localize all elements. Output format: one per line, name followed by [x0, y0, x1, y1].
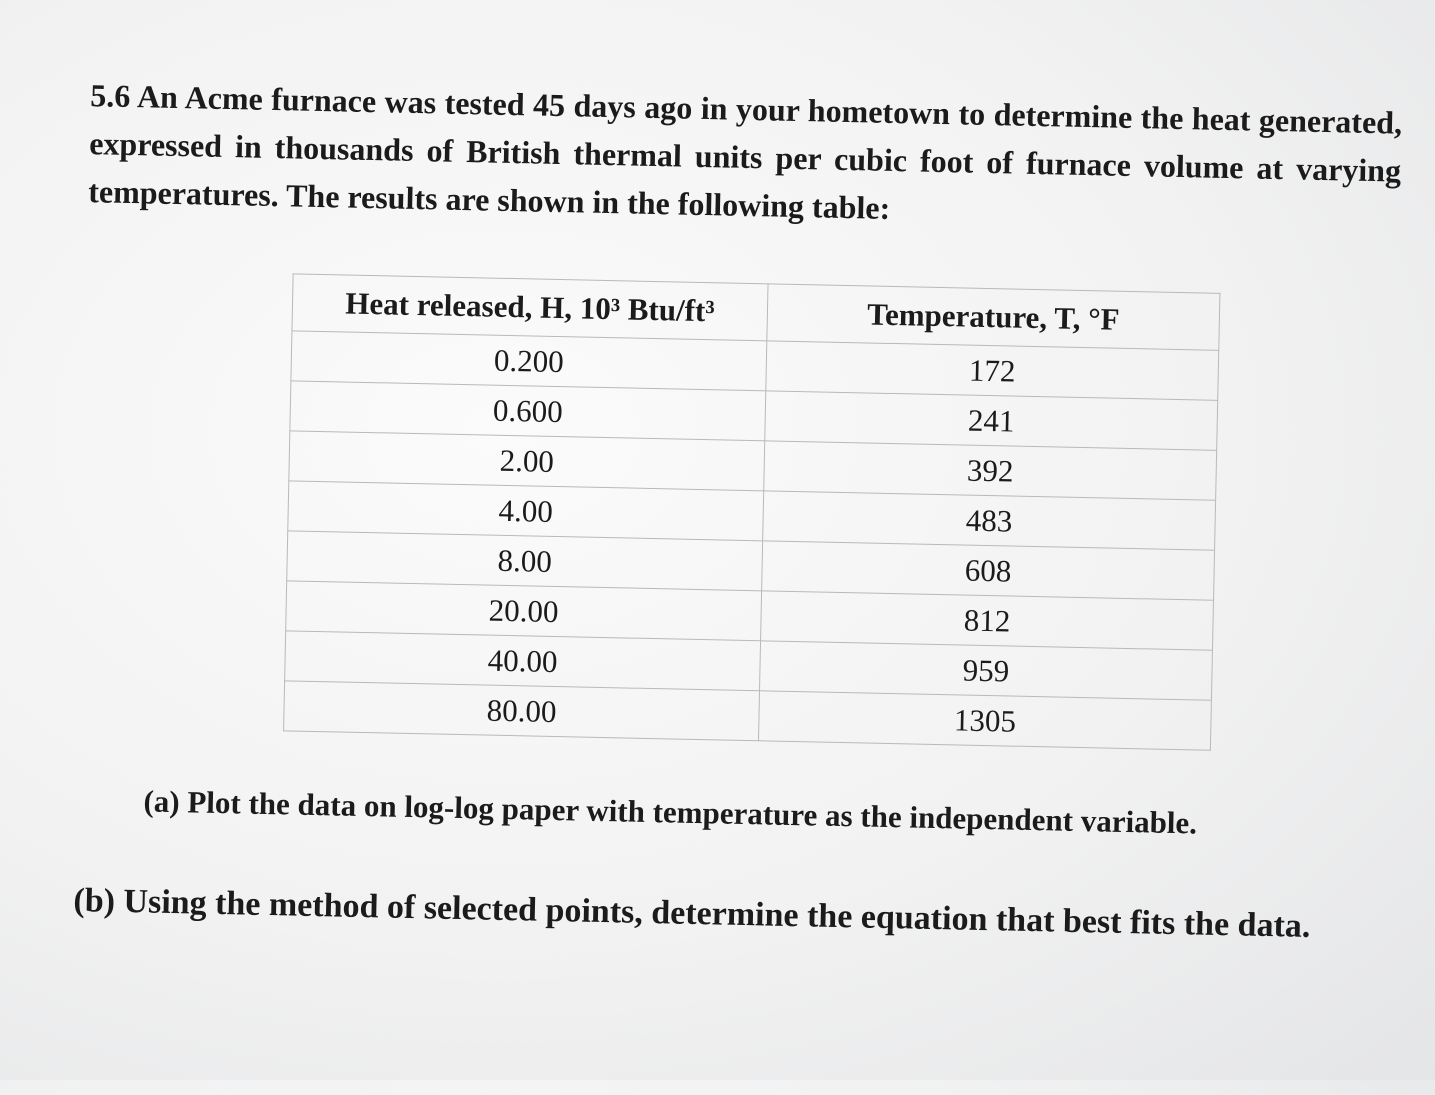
heat-cell: 40.00 [285, 631, 761, 691]
heat-cell: 80.00 [284, 681, 760, 741]
temperature-cell: 812 [761, 591, 1214, 650]
column-header-temperature: Temperature, T, °F [767, 284, 1220, 350]
temperature-cell: 241 [765, 391, 1218, 450]
temperature-cell: 172 [766, 341, 1219, 400]
heat-cell: 2.00 [289, 431, 765, 491]
column-header-heat: Heat released, H, 10³ Btu/ft³ [292, 274, 768, 341]
heat-cell: 0.200 [291, 331, 767, 391]
heat-cell: 20.00 [286, 581, 762, 641]
temperature-cell: 392 [764, 441, 1217, 500]
question-a: (a) Plot the data on log-log paper with temperature as the independent variable. [143, 783, 1198, 841]
temperature-cell: 1305 [758, 691, 1211, 750]
temperature-cell: 483 [763, 491, 1216, 550]
problem-statement: 5.6 An Acme furnace was tested 45 days ago in your hometown to determine the heat generated, expressed in thousands of British thermal units per cubic foot of furnace volume at varying temperatures. The results are shown in the following table: [87, 77, 1403, 226]
heat-cell: 0.600 [290, 381, 766, 441]
heat-cell: 8.00 [287, 531, 763, 591]
heat-cell: 4.00 [288, 481, 764, 541]
temperature-cell: 959 [760, 641, 1213, 700]
question-b: (b) Using the method of selected points, determine the equation that best fits the data. [73, 881, 1311, 945]
data-table [283, 273, 1220, 750]
temperature-cell: 608 [762, 541, 1215, 600]
